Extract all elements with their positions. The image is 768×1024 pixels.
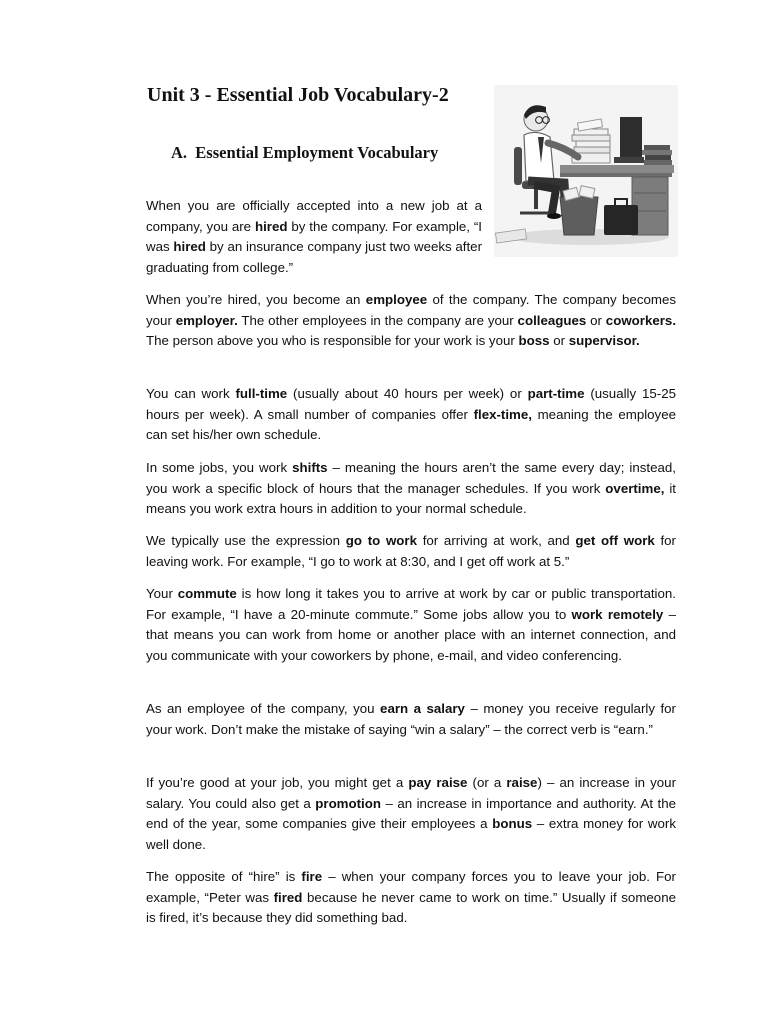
paragraph-hired [146,196,482,278]
paragraph-text: (or a [467,775,507,790]
vocabulary-term: commute [177,586,237,601]
paragraph-shifts [146,458,676,520]
section-heading [171,143,438,163]
vocabulary-term: colleagues [517,312,587,328]
section-heading-text: Essential Employment Vocabulary [195,143,439,162]
vocabulary-term: get off work [575,533,655,548]
paragraph-text: – meaning the hours aren’t the same every day; instead, you work a specific block of hours that the manager schedules. If you work [146,460,676,496]
section-marker: A. [171,143,188,162]
paragraph-text: The other employees in the company are your [237,312,518,328]
vocabulary-term: work remotely [571,606,664,622]
vocabulary-term: full-time [235,386,288,401]
paragraph-text: The person above you who is responsible for your work is your [146,333,519,349]
page-title: Unit 3 - Essential Job Vocabulary-2 [147,84,449,106]
vocabulary-term: flex-time, [473,406,532,422]
vocabulary-term: hired [173,239,206,255]
vocabulary-term: pay raise [408,775,468,790]
office-worker-at-desk-icon [494,85,678,257]
paragraph-text: meaning the employee can set his/her own schedule. [146,406,676,443]
paragraph-text: – an increase in importance and authority. At the end of the year, some companies give their employees a [146,795,677,832]
paragraph-text: If you’re good at your job, you might get a [146,775,409,790]
vocabulary-term: boss [518,333,550,349]
paragraph-text: or [586,312,606,328]
paragraph-text: of the company. The company becomes your [146,292,676,328]
paragraph-text: for arriving at work, and [417,533,576,548]
vocabulary-term: fired [273,889,303,905]
vocabulary-term: supervisor. [568,333,640,349]
paragraph-text: by an insurance company just two weeks after graduating from college.” [146,239,483,275]
paragraph-fire [146,867,676,929]
paragraph-text: Your [146,586,178,601]
vocabulary-term: earn a salary [380,701,465,716]
vocabulary-term: go to work [345,533,417,548]
paragraph-text: We typically use the expression [146,533,346,548]
paragraph-text: for leaving work. For example, “I go to work at 8:30, and I get off work at 5.” [146,533,676,569]
vocabulary-term: coworkers. [605,312,677,328]
paragraph-text: – extra money for work well done. [146,816,676,852]
paragraph-text: When you are officially accepted into a new job at a company, you are [146,198,482,234]
paragraph-employee [146,290,676,352]
paragraph-text: As an employee of the company, you [146,701,381,716]
paragraph-raise [146,773,676,855]
paragraph-text: ) – an increase in your salary. You could also get a [146,775,677,811]
paragraph-text: or [549,333,569,349]
vocabulary-term: raise [506,775,538,790]
paragraph-salary [146,699,676,740]
vocabulary-term: employer. [175,312,238,328]
paragraph-text: – that means you can work from home or another place with an internet connection, and you communicate with your coworkers by phone, e-mail, and video conferencing. [146,606,676,663]
paragraph-text: it means you work extra hours in addition to your normal schedule. [146,480,677,517]
vocabulary-term: promotion [315,795,381,811]
paragraph-full-time [146,384,676,446]
paragraph-text: The opposite of “hire” is [146,869,302,884]
vocabulary-term: hired [254,218,288,234]
paragraph-text: – money you receive regularly for your work. Don’t make the mistake of saying “win a salary” – the correct verb is “earn.” [146,701,676,737]
paragraph-text: You can work [146,386,236,401]
paragraph-text: by the company. For example, “I was [146,218,482,255]
vocabulary-term: shifts [292,460,328,475]
vocabulary-term: part-time [527,386,585,401]
paragraph-text: is how long it takes you to arrive at work by car or public transportation. For example, “I have a 20-minute commute.” Some jobs allow you to [146,586,676,622]
office-worker-illustration [494,85,678,257]
paragraph-text: (usually 15-25 hours per week). A small number of companies offer [146,386,676,422]
vocabulary-term: bonus [492,816,533,832]
paragraph-text: In some jobs, you work [146,460,293,475]
vocabulary-term: fire [301,869,323,884]
paragraph-commute [146,584,676,666]
paragraph-text: because he never came to work on time.” Usually if someone is fired, it’s because they did something bad. [146,889,676,926]
vocabulary-term: overtime, [605,480,665,496]
paragraph-text: When you’re hired, you become an [146,292,366,307]
paragraph-go-to-work [146,531,676,572]
paragraph-text: (usually about 40 hours per week) or [287,386,528,401]
vocabulary-term: employee [365,292,428,307]
paragraph-text: – when your company forces you to leave your job. For example, “Peter was [146,869,676,905]
